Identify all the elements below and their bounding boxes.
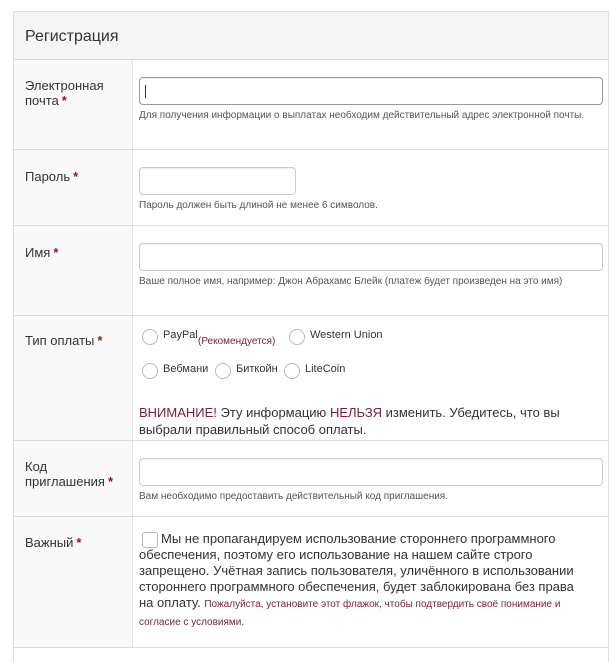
bitcoin-label: Биткойн [236, 363, 278, 375]
password-input[interactable] [139, 167, 296, 195]
webmoney-radio[interactable] [142, 363, 158, 379]
name-input[interactable] [139, 243, 603, 271]
required-asterisk: * [107, 474, 114, 489]
required-asterisk: * [73, 169, 79, 184]
terms-text [139, 531, 579, 631]
password-row [14, 150, 608, 226]
important-label-text: Важный [25, 535, 74, 550]
text-caret [145, 85, 146, 98]
important-label [25, 535, 81, 550]
warning-cannot: НЕЛЬЗЯ [329, 405, 383, 420]
payment-option-bitcoin[interactable] [215, 363, 278, 379]
payment-warning [139, 404, 599, 438]
name-label-text: Имя [25, 245, 51, 260]
invite-help: Вам необходимо предоставить действительный код приглашения. [139, 491, 448, 502]
invite-label [25, 459, 113, 489]
invite-label-line2: приглашения [25, 474, 105, 489]
payment-label-text: Тип оплаты [25, 333, 95, 348]
litecoin-label: LiteCoin [305, 363, 346, 375]
email-input[interactable] [139, 77, 603, 105]
password-label [25, 169, 78, 184]
terms-main: Мы не пропагандируем использование стороннего программного обеспечения, поэтому его использование на нашем сайте строго запрещено. Учётная запись пользователя, уличённого в использовании стороннего программного обеспечения, будет заблокирована без права на оплату. [139, 531, 574, 610]
email-label-cell [14, 60, 133, 149]
name-label [25, 245, 58, 260]
payment-option-webmoney[interactable] [142, 363, 209, 379]
invite-label-line1: Код [25, 459, 48, 474]
warning-part2: изменить. Убедитесь, что вы выбрали правильный способ оплаты. [139, 405, 560, 437]
password-label-cell [14, 150, 133, 225]
name-help: Ваше полное имя, например: Джон Абрахамс Блейк (платеж будет произведен на это имя) [139, 276, 563, 287]
western-union-radio[interactable] [289, 329, 305, 345]
important-label-cell [14, 517, 133, 647]
warning-part1: Эту информацию [216, 405, 330, 420]
password-label-text: Пароль [25, 169, 71, 184]
paypal-label: PayPal [163, 329, 198, 341]
password-help: Пароль должен быть длиной не менее 6 символов. [139, 200, 378, 211]
important-row [14, 517, 608, 648]
email-label [25, 78, 104, 108]
paypal-recommended: (Рекомендуется) [198, 336, 276, 347]
payment-row [14, 316, 608, 441]
panel-title: Регистрация [25, 28, 119, 45]
required-asterisk: * [76, 535, 82, 550]
invite-label-cell [14, 441, 133, 516]
payment-option-paypal[interactable] [142, 329, 276, 347]
bitcoin-radio[interactable] [215, 363, 231, 379]
terms-note: Пожалуйста, установите этот флажок, чтобы подтвердить своё понимание и согласие с условиями. [139, 599, 561, 628]
registration-panel [13, 11, 609, 662]
payment-label-cell [14, 316, 133, 440]
paypal-radio[interactable] [142, 329, 158, 345]
invite-row [14, 441, 608, 517]
panel-header [14, 12, 608, 60]
warning-prefix: ВНИМАНИЕ! [139, 405, 217, 420]
email-label-line1: Электронная [25, 78, 104, 93]
required-asterisk: * [53, 245, 59, 260]
payment-option-litecoin[interactable] [284, 363, 346, 379]
payment-option-western-union[interactable] [289, 329, 383, 345]
name-label-cell [14, 226, 133, 315]
litecoin-radio[interactable] [284, 363, 300, 379]
western-union-label: Western Union [310, 329, 383, 341]
email-row [14, 60, 608, 150]
email-label-line2: почта [25, 93, 59, 108]
required-asterisk: * [61, 93, 67, 108]
webmoney-label: Вебмани [163, 363, 209, 375]
email-help: Для получения информации о выплатах необходим действительный адрес электронной почты. [139, 110, 585, 121]
name-row [14, 226, 608, 316]
invite-code-input[interactable] [139, 458, 603, 486]
required-asterisk: * [97, 333, 103, 348]
payment-label [25, 333, 102, 348]
